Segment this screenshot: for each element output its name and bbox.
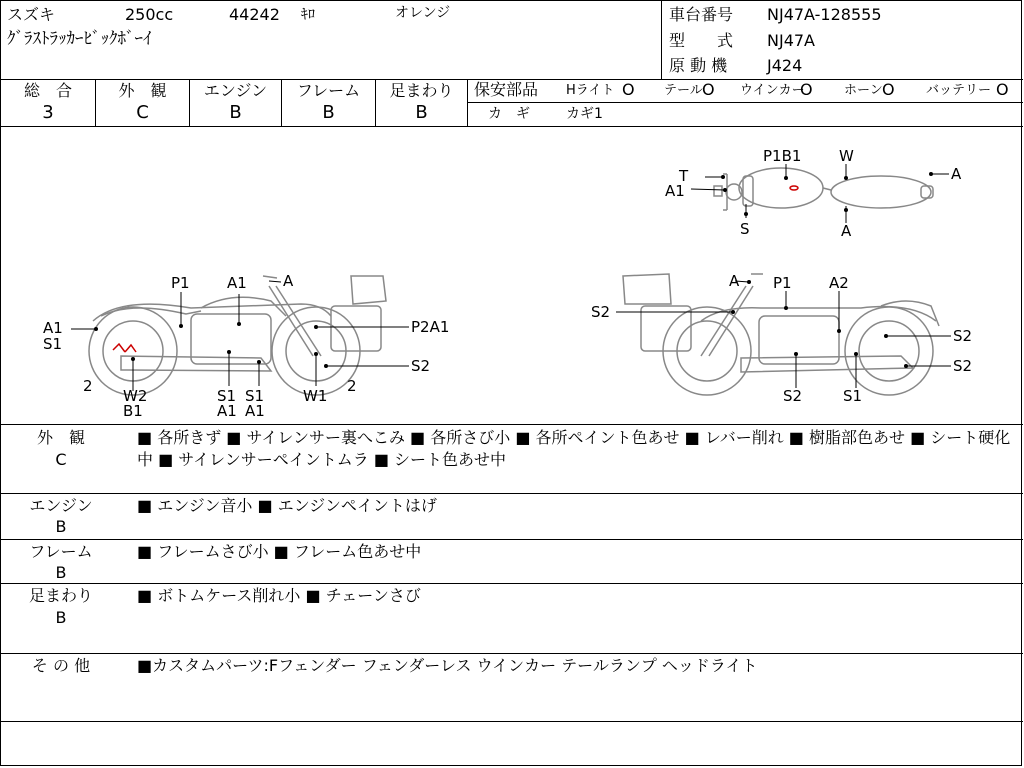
grade-value: C — [136, 102, 149, 123]
safety-item-battery: バッテリー — [926, 83, 992, 98]
frame-no: NJ47A-128555 — [767, 5, 882, 24]
diagram-label: A2 — [829, 274, 849, 292]
note-label: エンジン — [29, 496, 93, 515]
diagram-label: A — [951, 165, 962, 183]
diagram-label: W — [839, 147, 854, 165]
type-value: NJ47A — [767, 31, 815, 50]
safety-item-winker: ウインカー — [740, 83, 805, 98]
grade-frame — [282, 79, 376, 126]
key-label: カ ギ — [488, 106, 530, 122]
note-label: フレーム — [29, 542, 93, 561]
diagram-label: B1 — [123, 402, 143, 420]
diagram-label: S1 — [245, 387, 265, 405]
note-label: 外 観 — [36, 428, 85, 447]
type-label: 型 式 — [669, 31, 734, 50]
safety-title: 保安部品 — [474, 80, 539, 99]
note-label: 足まわり — [28, 586, 93, 605]
diagram-label: A1 — [217, 402, 237, 420]
diagram-label: W2 — [123, 387, 148, 405]
grade-value: 3 — [42, 102, 54, 123]
left-side-view — [89, 276, 386, 395]
grade-suspension — [376, 79, 468, 126]
diagram-label: P1 — [171, 274, 190, 292]
safety-mark: O — [622, 80, 635, 99]
note-text: ■ ボトムケース削れ小 ■ チェーンさび — [137, 586, 421, 605]
diagram-label: S2 — [953, 357, 973, 375]
diagram-label: A1 — [227, 274, 247, 292]
note-grade: B — [55, 608, 67, 627]
diagram-label: A1 — [43, 319, 63, 337]
note-row-exterior — [1, 424, 1023, 494]
diagram-label: S1 — [43, 335, 63, 353]
diagram-label: P1B1 — [763, 147, 802, 165]
note-text: ■ エンジン音小 ■ エンジンペイントはげ — [137, 496, 437, 515]
safety-mark: O — [702, 80, 715, 99]
vehicle-summary — [1, 1, 662, 79]
mileage: 44242 — [229, 5, 280, 24]
note-text: ■カスタムパーツ:Fフェンダー フェンダーレス ウインカー テールランプ ヘッドライト — [137, 656, 758, 675]
displacement: 250cc — [125, 5, 174, 24]
motorcycle-diagram — [1, 126, 1023, 424]
diagram-label: 2 — [347, 377, 357, 395]
safety-mark: O — [882, 80, 895, 99]
safety-mark: O — [800, 80, 813, 99]
diagram-label: S — [740, 220, 750, 238]
diagram-label: S2 — [783, 387, 803, 405]
diagram-label: S1 — [843, 387, 863, 405]
mileage-unit: ｷﾛ — [301, 7, 315, 23]
diagram-label: S1 — [217, 387, 237, 405]
diagram-label: P2A1 — [411, 318, 450, 336]
grade-label: フレーム — [296, 81, 361, 100]
safety-item-tail: テール — [664, 83, 703, 98]
grade-value: B — [415, 102, 428, 123]
grade-exterior — [96, 79, 190, 126]
note-row-frame — [1, 540, 1023, 584]
key-value: カギ1 — [566, 106, 603, 122]
diagram-label: S2 — [411, 357, 431, 375]
top-view — [714, 168, 933, 210]
diagram-label: A — [729, 272, 740, 290]
notes-section — [1, 424, 1023, 767]
safety-mark: O — [996, 80, 1009, 99]
diagram-label: P1 — [773, 274, 792, 292]
safety-parts-row — [468, 79, 1023, 103]
grade-label: 総 合 — [23, 81, 72, 100]
engine-value: J424 — [767, 56, 803, 75]
note-label: そ の 他 — [31, 656, 91, 675]
grade-label: 外 観 — [118, 81, 167, 100]
grade-label: エンジン — [203, 81, 268, 100]
note-text: ■ 各所きず ■ サイレンサー裏へこみ ■ 各所さび小 ■ 各所ペイント色あせ ■ レバー削れ ■ 樹脂部色あせ ■ シート硬化中 ■ サイレンサーペイントムラ ■ シート色あせ中 — [137, 428, 1011, 469]
damage-diagram — [1, 126, 1023, 425]
note-row-other — [1, 654, 1023, 722]
note-row-suspension — [1, 584, 1023, 654]
note-grade: B — [55, 563, 67, 582]
maker: スズキ — [7, 5, 56, 24]
diagram-label: A — [283, 272, 294, 290]
safety-item-horn: ホーン — [844, 83, 883, 98]
color: オレンジ — [395, 5, 451, 21]
header — [1, 1, 1023, 80]
safety-parts — [468, 79, 1023, 126]
grade-value: B — [229, 102, 242, 123]
diagram-label: T — [679, 167, 689, 185]
diagram-label: S2 — [591, 303, 611, 321]
note-grade: B — [55, 517, 67, 536]
note-row-engine — [1, 494, 1023, 540]
diagram-label: 2 — [83, 377, 93, 395]
model-name: ｸﾞﾗｽﾄﾗｯｶｰﾋﾞｯｸﾎﾞｰｲ — [7, 29, 152, 49]
diagram-label: S2 — [953, 327, 973, 345]
diagram-label: W1 — [303, 387, 328, 405]
right-side-view — [623, 274, 939, 395]
grade-engine — [190, 79, 282, 126]
frame-no-label: 車台番号 — [669, 5, 734, 24]
grade-overall — [1, 79, 96, 126]
note-grade: C — [55, 450, 67, 469]
diagram-label: A1 — [245, 402, 265, 420]
safety-item-headlight: Hライト — [566, 83, 615, 98]
engine-label: 原 動 機 — [669, 56, 728, 75]
diagram-label: A1 — [665, 182, 685, 200]
diagram-label: A — [841, 222, 852, 240]
grade-label: 足まわり — [389, 81, 454, 100]
note-text: ■ フレームさび小 ■ フレーム色あせ中 — [137, 542, 422, 561]
grade-value: B — [322, 102, 335, 123]
grade-row — [1, 79, 1023, 127]
